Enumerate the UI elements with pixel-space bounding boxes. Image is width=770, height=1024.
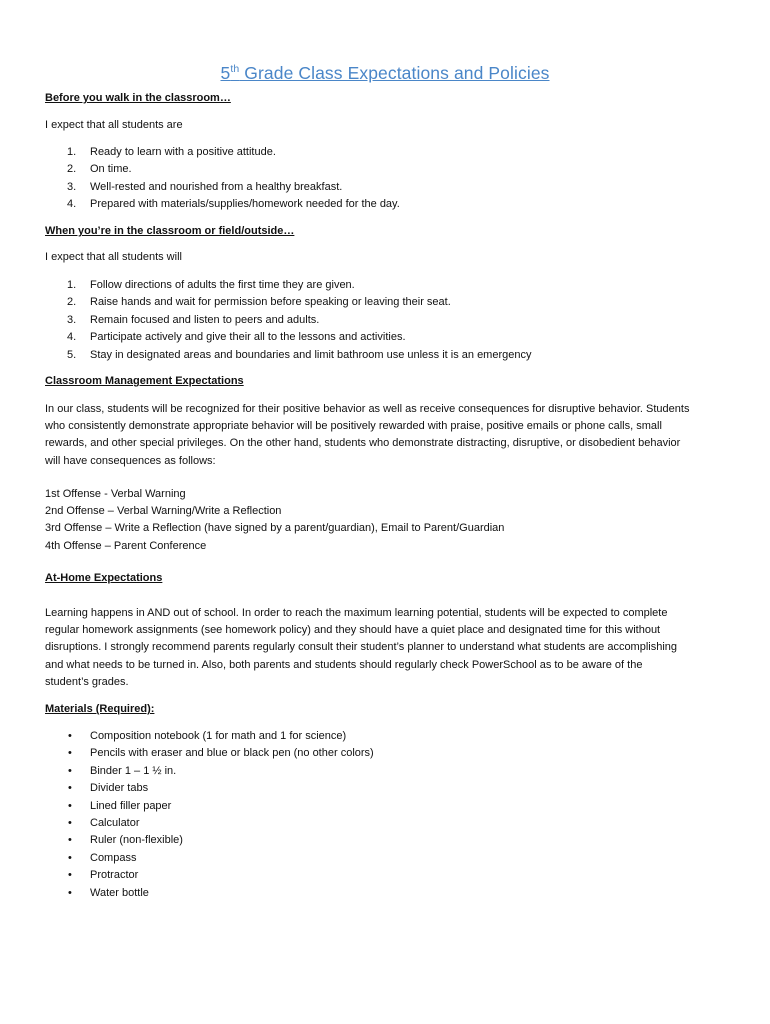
offense-item: 2nd Offense – Verbal Warning/Write a Reflection <box>45 505 282 518</box>
bullet-icon: • <box>68 834 72 847</box>
bullet-icon: • <box>68 730 72 742</box>
home-paragraph: Learning happens in AND out of school. In order to reach the maximum learning potential, students will be expected to complete regular homework assignments (see homework policy) and they should have a quiet place and designated time for this without disruptions. I strongly recommend parents regularly consult their student’s planner to understand what students are accomplishing and what needs to be turned in. Also, both parents and students should regularly check PowerSchool as to be aware of the student’s grades. <box>45 607 678 688</box>
home-heading: At-Home Expectations <box>45 572 163 584</box>
bullet-icon: • <box>68 869 72 882</box>
title-superscript: th <box>230 63 240 76</box>
management-heading: Classroom Management Expectations <box>45 375 244 387</box>
before-heading: Before you walk in the classroom… <box>45 92 231 104</box>
title-rest: Grade Class Expectations and Policies <box>239 63 550 83</box>
offense-item: 1st Offense - Verbal Warning <box>45 488 186 500</box>
bullet-icon: • <box>68 851 72 864</box>
during-heading: When you’re in the classroom or field/outside… <box>45 225 295 237</box>
bullet-icon: • <box>68 782 72 795</box>
during-intro: I expect that all students will <box>45 251 182 263</box>
materials-heading: Materials (Required): <box>45 703 155 715</box>
offense-item: 3rd Offense – Write a Reflection (have signed by a parent/guardian), Email to Parent/Guardian <box>45 522 505 535</box>
bullet-icon: • <box>68 747 72 760</box>
document-page: 5th Grade Class Expectations and Policies Before you walk in the classroom… I expect that all students are 1. Ready to learn with a positive attitude. 2. On time. 3. Well-rested and nourished from a healthy breakfast. 4. Prepared with materials/supplies/homework needed for the day. When you’re in the classroom or field/outside… I expect that all students will 1. Follow directions of adults the first time they are given. 2. Raise hands and wait for permission before speaking or leaving their seat. 3. Remain focused and listen to peers and adults. 4. Participate actively and give their all to the lessons and activities. 5. Stay in designated areas and boundaries and limit bathroom use unless it is an emergency Classroom Management Expectations In our class, students will be recognized for their positive behavior as well as receive consequences for disruptive behavior. Students who consistently demonstrate appropriate behavior will be positively rewarded with praise, positive emails or phone calls, small rewards, and other special privileges. On the other hand, students who demonstrate distracting, disruptive, or disobedient behavior will have consequences as follows: 1st Offense - Verbal Warning 2nd Offense – Verbal Warning/Write a Reflection 3rd Offense – Write a Reflection (have signed by a parent/guardian), Email to Parent/Guardian 4th Offense – Parent Conference At-Home Expectations Learning happens in AND out of school. In order to reach the maximum learning potential, students will be expected to complete regular homework assignments (see homework policy) and they should have a quiet place and designated time for this without disruptions. I strongly recommend parents regularly consult their student’s planner to understand what students are accomplishing and what needs to be turned in. Also, both parents and students should regularly check PowerSchool as to be aware of the student’s grades. Materials (Required): • Composition notebook (1 for math and 1 for science) • Pencils with eraser and blue or black pen (no other colors) • Binder 1 – 1 ½ in. • Divider tabs • Lined filler paper • Calculator • Ruler (non-flexible) • Compass • Protractor • Water bottle <box>0 0 770 1024</box>
offense-item: 4th Offense – Parent Conference <box>45 539 207 552</box>
bullet-icon: • <box>68 816 72 829</box>
title-prefix: 5 <box>220 63 231 83</box>
bullet-icon: • <box>68 799 72 812</box>
page-title <box>0 63 770 84</box>
before-intro: I expect that all students are <box>45 119 183 131</box>
management-paragraph: In our class, students will be recognized for their positive behavior as well as receive consequences for disruptive behavior. Students who consistently demonstrate appropriate behavior will be positively rewarded with praise, positive emails or phone calls, small rewards, and other special privileges. On the other hand, students who demonstrate distracting, disruptive, or disobedient behavior will have consequences as follows: <box>45 403 690 467</box>
bullet-icon: • <box>68 764 72 777</box>
offenses-list <box>45 486 735 555</box>
bullet-icon: • <box>68 886 72 899</box>
